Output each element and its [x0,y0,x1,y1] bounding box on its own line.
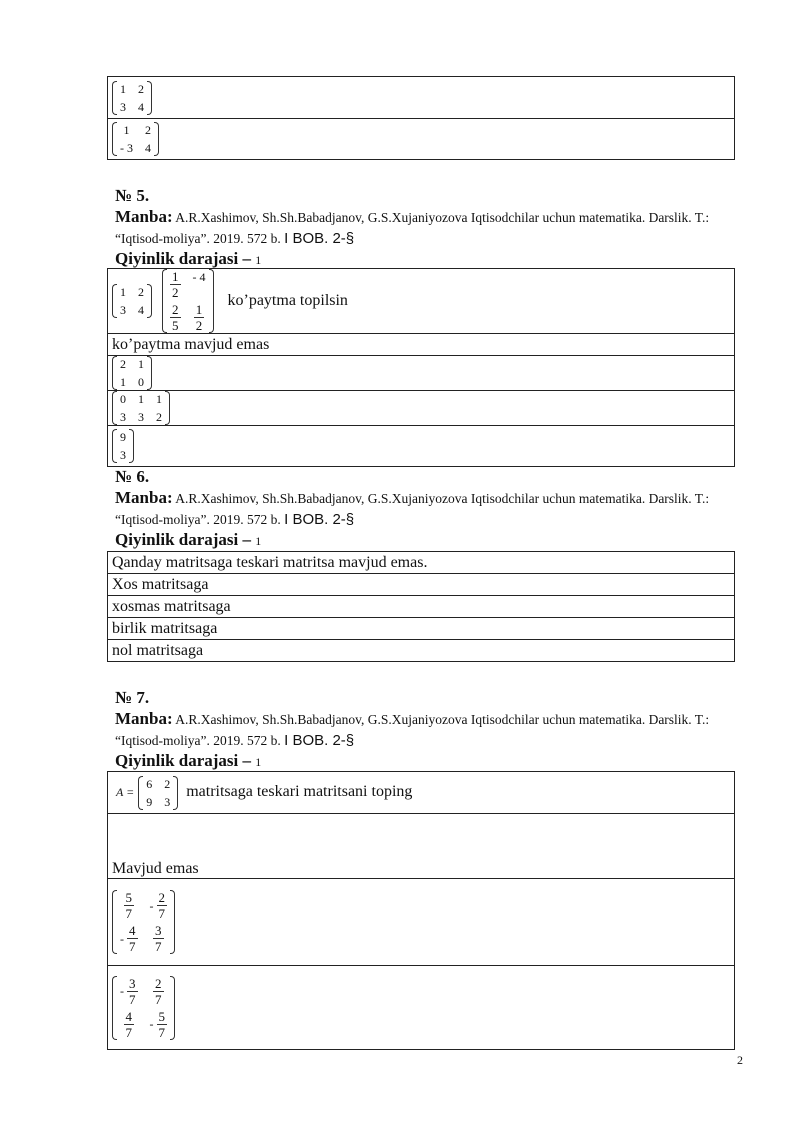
matrix-cell: $\frac{5}{7}$ [125,890,132,921]
question-6-header [115,467,755,551]
top-answer-table [107,76,735,160]
matrix-cell: 3 [120,99,126,114]
matrix-cell: 4 [138,99,144,114]
matrix-cell: 1 [138,392,144,406]
question-cell [108,772,735,814]
page-number: 2 [737,1053,743,1067]
matrix [112,122,159,156]
answer-option: birlik matritsaga [108,618,735,640]
matrix-cell: 9 [146,794,153,809]
matrix-cell: $\frac{4}{7}$ [125,1008,132,1040]
matrix-cell: - $\frac{2}{7}$ [149,890,165,921]
matrix-cell: 9 [120,430,126,444]
question-text: matritsaga teskari matritsani toping [186,783,413,801]
matrix-cell: 2 [138,81,144,96]
matrix-cell: - $\frac{3}{7}$ [120,975,136,1007]
matrix-cell: - $\frac{5}{7}$ [149,1008,165,1040]
matrix-cell: 0 [120,392,126,406]
matrix-cell: 3 [120,410,126,424]
matrix-cell: - $\frac{4}{7}$ [120,923,136,954]
matrix-cell: 2 [145,123,151,137]
matrix-cell: 3 [120,303,126,317]
answer-option [108,119,735,160]
question-7-header [115,688,755,772]
answer-option: Mavjud emas [108,814,735,879]
answer-option [108,426,735,467]
matrix-cell: 3 [164,794,171,809]
matrix-a [138,776,178,810]
question-text: Qanday matritsaga teskari matritsa mavjud emas. [108,552,735,574]
matrix-cell: - 4 [192,270,206,284]
matrix-cell: 4 [145,141,151,155]
answer-option [108,356,735,391]
matrix-cell: 2 [156,410,162,424]
matrix-cell: 1 [123,123,130,137]
matrix-cell: 1 [156,392,162,406]
answer-option [108,77,735,119]
matrix-cell: - 3 [120,141,133,155]
matrix [112,81,152,115]
matrix [112,976,175,1040]
source: Manba: A.R.Xashimov, Sh.Sh.Babadjanov, G.S.Xujaniyozova Iqtisodchilar uchun matematika. Darslik. T.: “Iqtisod-moliya”. 2019. 572 b. I BOB. 2-§ [115,207,710,247]
answer-option: xosmas matritsaga [108,596,735,618]
matrix-cell: 2 [120,357,126,371]
matrix-cell: $\frac{3}{7}$ [155,923,162,954]
matrix-cell: 2 [164,776,171,791]
matrix [112,429,134,463]
matrix-cell: 3 [120,448,126,462]
question-number: № 5. [115,186,150,205]
question-text: ko’paytma topilsin [227,291,348,309]
matrix-a [112,284,152,318]
matrix-cell: 4 [138,303,144,317]
matrix-cell: 1 [120,285,126,299]
matrix-cell: 6 [146,776,153,791]
difficulty-level: Qiyinlik darajasi – 1 [115,249,262,268]
matrix [112,890,175,954]
matrix-cell: 2 [138,285,144,299]
question-7-table [107,771,735,1050]
matrix-cell: 1 [120,375,126,389]
matrix-cell: $\frac{2}{5}$ [172,302,179,333]
difficulty-level: Qiyinlik darajasi – 1 [115,751,262,770]
answer-option [108,391,735,426]
matrix-label: A = [116,785,135,800]
matrix-cell: $\frac{1}{2}$ [195,302,203,333]
answer-option: ko’paytma mavjud emas [108,334,735,356]
matrix-cell: $\frac{1}{2}$ [172,269,179,300]
matrix-b [162,269,214,333]
question-6-table [107,551,735,662]
source: Manba: A.R.Xashimov, Sh.Sh.Babadjanov, G.S.Xujaniyozova Iqtisodchilar uchun matematika. Darslik. T.: “Iqtisod-moliya”. 2019. 572 b. I BOB. 2-§ [115,709,710,749]
matrix-cell: 0 [138,375,144,389]
answer-option: Xos matritsaga [108,574,735,596]
matrix-cell: 1 [138,357,144,371]
matrix [112,391,170,425]
question-number: № 7. [115,688,150,707]
answer-option: nol matritsaga [108,640,735,662]
answer-option [108,966,735,1050]
matrix [112,356,152,390]
matrix-cell: 3 [138,410,144,424]
question-5-table [107,268,735,467]
difficulty-level: Qiyinlik darajasi – 1 [115,530,262,549]
answer-option [108,879,735,966]
matrix-cell: 1 [120,81,126,96]
source: Manba: A.R.Xashimov, Sh.Sh.Babadjanov, G.S.Xujaniyozova Iqtisodchilar uchun matematika. Darslik. T.: “Iqtisod-moliya”. 2019. 572 b. I BOB. 2-§ [115,488,710,528]
question-5-header [115,186,755,270]
matrix-cell: $\frac{2}{7}$ [155,975,162,1007]
question-cell [108,269,735,334]
question-number: № 6. [115,467,150,486]
